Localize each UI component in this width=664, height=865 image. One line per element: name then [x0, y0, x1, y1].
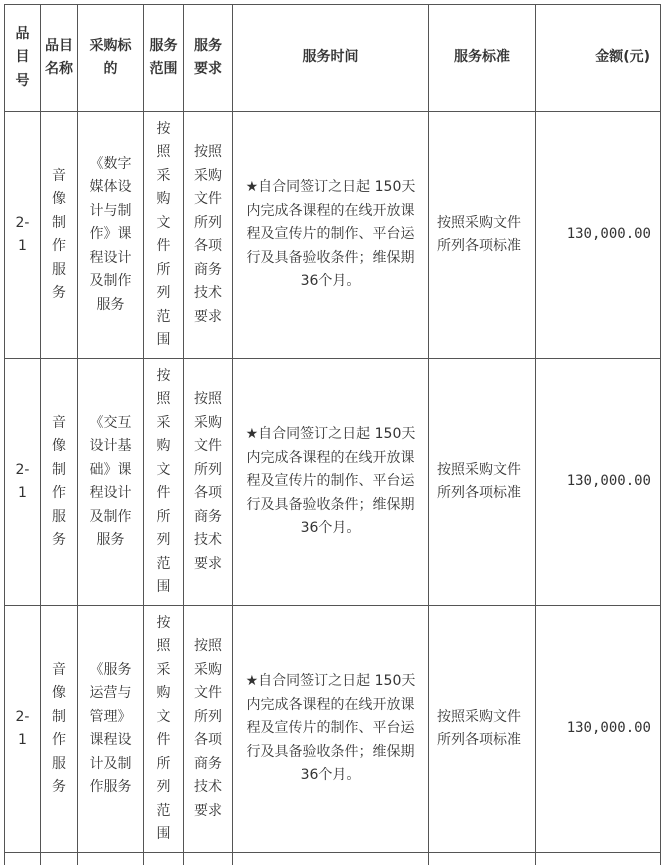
- table-row: [5, 606, 661, 853]
- service-scope-cell: 按照采购文件所列范围: [144, 112, 184, 359]
- header-item-name: 品目名称: [41, 5, 78, 112]
- service-std-cell: 按照采购文件所列各项标准: [429, 359, 536, 606]
- item-name-cell: 音像制作服务: [41, 112, 78, 359]
- service-std-cell: 按照采购文件所列各项标准: [429, 606, 536, 853]
- procurement-target-cell: 《数字媒体设计与制作》课程设计及制作服务: [78, 112, 144, 359]
- header-service-std: 服务标准: [429, 5, 536, 112]
- service-time-cell: ★自合同签订之日起 150天内完成各课程的在线开放课程及宣传片的制作、平台运行及具备验收条件；维保期36个月。: [233, 359, 429, 606]
- service-std-cell: 按照采购文件所列各项标准: [429, 112, 536, 359]
- service-req-cell: 按照采购文件所列各项商务技术要求: [184, 359, 233, 606]
- amount-cell: 130,000.00: [536, 606, 661, 853]
- item-no-cell: 2-1: [5, 359, 41, 606]
- header-amount: 金额(元): [536, 5, 661, 112]
- procurement-target-cell: 《交互设计基础》课程设计及制作服务: [78, 359, 144, 606]
- table-row: [5, 359, 661, 606]
- header-item-no: 品目号: [5, 5, 41, 112]
- item-name-cell: 音像制作服务: [41, 606, 78, 853]
- item-no-cell: 2-1: [5, 606, 41, 853]
- service-req-cell: 按照采购文件所列各项商务技术要求: [184, 112, 233, 359]
- header-service-req: 服务要求: [184, 5, 233, 112]
- amount-cell: 130,000.00: [536, 112, 661, 359]
- table-row: [5, 112, 661, 359]
- header-service-time: 服务时间: [233, 5, 429, 112]
- item-no-cell: 2-1: [5, 112, 41, 359]
- amount-cell: 130,000.00: [536, 359, 661, 606]
- header-row: [5, 5, 661, 112]
- service-scope-cell: 按照采购文件所列范围: [144, 359, 184, 606]
- procurement-table: [4, 4, 661, 865]
- service-time-cell: ★自合同签订之日起 150天内完成各课程的在线开放课程及宣传片的制作、平台运行及具备验收条件；维保期36个月。: [233, 112, 429, 359]
- service-req-cell: 按照采购文件所列各项商务技术要求: [184, 606, 233, 853]
- item-name-cell: 音像制作服务: [41, 359, 78, 606]
- header-procurement-target: 采购标的: [78, 5, 144, 112]
- procurement-target-cell: 《服务运营与管理》课程设计及制作服务: [78, 606, 144, 853]
- header-service-scope: 服务范围: [144, 5, 184, 112]
- service-scope-cell: 按照采购文件所列范围: [144, 606, 184, 853]
- service-time-cell: ★自合同签订之日起 150天内完成各课程的在线开放课程及宣传片的制作、平台运行及具备验收条件；维保期36个月。: [233, 606, 429, 853]
